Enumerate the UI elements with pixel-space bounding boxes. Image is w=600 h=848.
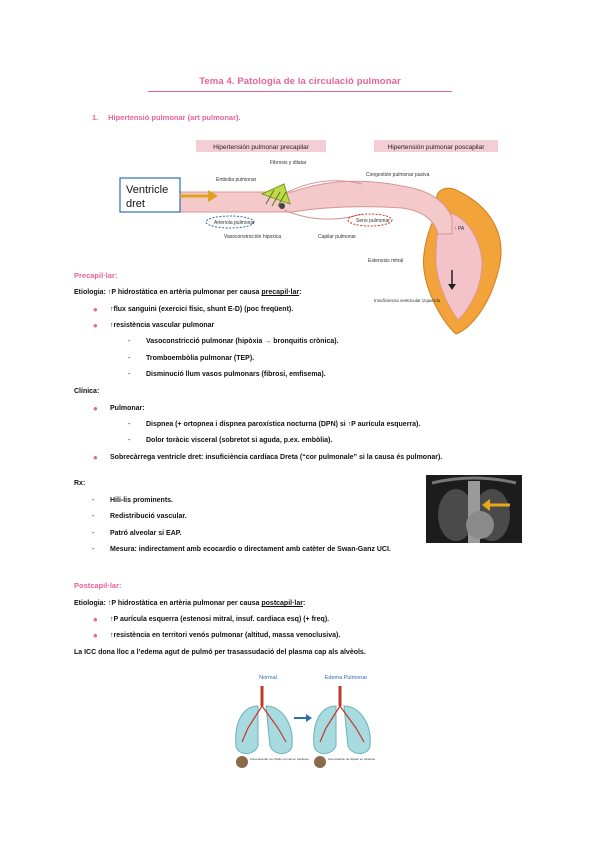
lungs-edema-label: Edema Pulmonar bbox=[324, 675, 368, 681]
ventricle-label-line2: dret bbox=[126, 198, 145, 210]
rx-dash-1: - Hili-lis prominents. bbox=[92, 497, 174, 504]
lungs-illustration bbox=[228, 672, 388, 772]
lungs-normal-label: Normal bbox=[259, 675, 277, 681]
capilar-label: Capilar pulmonar bbox=[318, 234, 357, 240]
lungs-caption-left: Zona alveolar con fluido normal en capilares bbox=[250, 757, 309, 761]
postcap-icc: La ICC dona lloc a l’edema agut de pulmó per trasassudació del plasma cap als alvèols. bbox=[74, 649, 366, 656]
section-label: Hipertensió pulmonar (art pulmonar). bbox=[108, 113, 241, 122]
precap-bullet-2: ● ↑resistència vascular pulmonar bbox=[93, 321, 215, 330]
lungs-caption-right: Acumulación de líquido en alvéolos bbox=[328, 757, 376, 761]
arteriola-label: Arteriola pulmonar bbox=[214, 220, 255, 226]
ventricle-label-line1: Ventricle bbox=[126, 184, 169, 196]
precap-etiology: Etiologia: ↑P hidrostàtica en artèria pulmonar per causa precapil·lar: bbox=[74, 289, 302, 296]
rx-dash-2: - Redistribució vascular. bbox=[92, 513, 187, 520]
rx-dash-3: - Patró alveolar si EAP. bbox=[92, 530, 182, 537]
capillary-dot bbox=[279, 203, 285, 209]
page-title: Tema 4. Patología de la circulació pulmonar bbox=[199, 76, 401, 87]
clinica-bullet-sobrecarrega: ● Sobrecàrrega ventricle dret: insuficiència cardíaca Dreta (“cor pulmonale” si la causa és pulmonar). bbox=[93, 453, 443, 462]
clinica-heading: Clínica: bbox=[74, 388, 100, 395]
postcap-etiology: Etiologia: ↑P hidrostàtica en artèria pulmonar per causa postcapil·lar: bbox=[74, 600, 306, 607]
postcap-bullet-1: ● ↑P aurícula esquerra (estenosi mitral, insuf. cardiaca esq) (+ freq). bbox=[93, 615, 330, 624]
precap-heading: Precapil·lar: bbox=[74, 271, 118, 280]
fibrosis-label: Fibrosis y dilatar bbox=[270, 160, 307, 166]
postcap-bullet-2: ● ↑resistència en territori venós pulmonar (altitud, massa venoclusiva). bbox=[93, 631, 341, 640]
precap-dash-1: - Vasoconstricció pulmonar (hipòxia → bronquitis crònica). bbox=[128, 338, 339, 345]
rx-heading: Rx: bbox=[74, 480, 86, 487]
label-poscapilar: Hipertensión pulmonar poscapilar bbox=[387, 144, 485, 151]
clinica-dash-1: - Dispnea (+ ortopnea i dispnea paroxística nocturna (DPN) si ↑P aurícula esquerra). bbox=[128, 421, 421, 428]
section-heading bbox=[92, 113, 241, 122]
clinica-bullet-pulmonar: ● Pulmonar: bbox=[93, 404, 145, 413]
clinica-dash-2: - Dolor toràcic visceral (sobretot si aguda, p.ex. embòlia). bbox=[128, 437, 333, 444]
estenosis-label: Estenosis mitral bbox=[368, 258, 404, 264]
congestion-label: Congestión pulmonar pasiva bbox=[366, 172, 430, 178]
precap-dash-2: - Tromboembòlia pulmonar (TEP). bbox=[128, 355, 255, 362]
postcap-heading: Postcapil·lar: bbox=[74, 581, 122, 590]
pa-label: ↑ PA bbox=[454, 226, 465, 232]
rx-dash-4: - Mesura: indirectament amb ecocardio o directament amb catèter de Swan-Ganz UCI. bbox=[92, 546, 391, 553]
vaso-label: Vasoconstricción hipoxica bbox=[224, 234, 282, 240]
label-precapilar: Hipertensión pulmonar precapilar bbox=[213, 144, 309, 151]
insuf-label: Insuficiencia ventricular izquierda bbox=[374, 298, 441, 303]
precap-dash-3: - Disminució llum vasos pulmonars (fibrosi, emfisema). bbox=[128, 371, 326, 378]
precap-bullet-1: ● ↑flux sanguini (exercici físic, shunt E-D) (poc freqüent). bbox=[93, 305, 294, 314]
seno-label: Seno pulmonar bbox=[356, 218, 390, 224]
chest-xray-image bbox=[426, 475, 522, 543]
embolia-label: Embolia pulmonar bbox=[216, 177, 257, 183]
title-underline bbox=[148, 91, 452, 92]
section-number: 1. bbox=[92, 113, 99, 122]
